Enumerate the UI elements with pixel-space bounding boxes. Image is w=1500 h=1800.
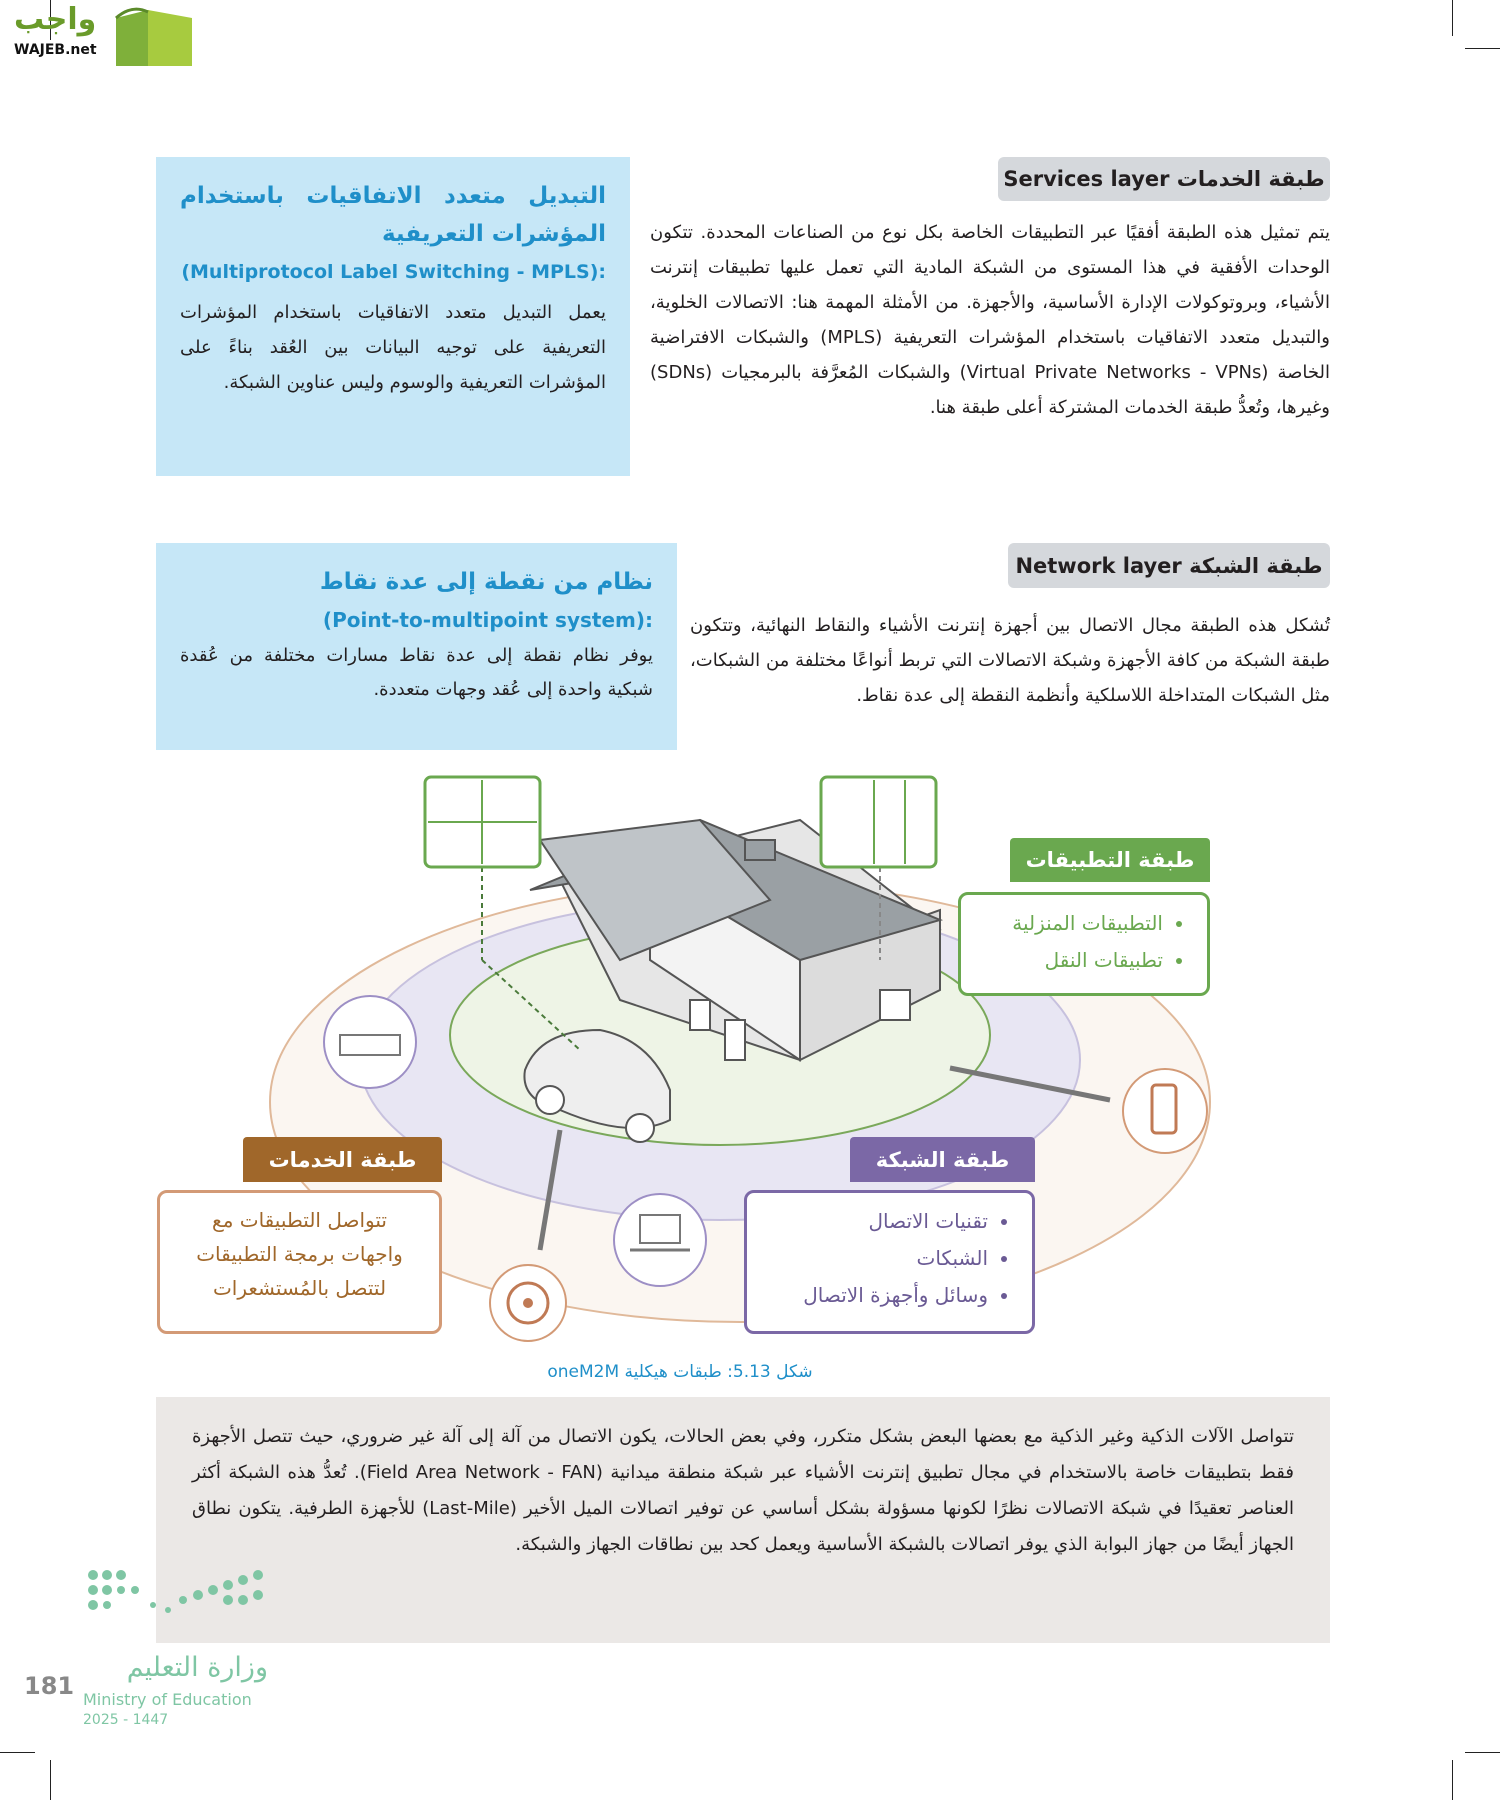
fan-paragraph-box: [156, 1397, 1330, 1643]
list-item: • التطبيقات المنزلية: [983, 905, 1163, 942]
home-device-panel: [821, 777, 936, 867]
list-item: • وسائل وأجهزة الاتصال: [769, 1277, 988, 1314]
list-item: • تطبيقات النقل: [983, 942, 1163, 979]
services-layer-header: طبقة الخدمات Services layer: [998, 157, 1330, 201]
fan-paragraph: تتواصل الآلات الذكية وغير الذكية مع بعضها البعض بشكل متكرر، وفي بعض الحالات، يكون الاتصال من آلة إلى آلة غير ضروري، حيث تتصل الأجهزة فقط بتطبيقات خاصة بالاستخدام في مجال تطبيق إنترنت الأشياء عبر شبكة منطقة ميدانية (Field Area Network - FAN). تُعدُّ هذه الشبكة أكثر العناصر تعقيدًا في شبكة الاتصالات نظرًا لكونها مسؤولة بشكل أساسي عن توفير اتصالات الميل الأخير (Last-Mile) للأجهزة الطرفية. يتكون نطاق الجهاز أيضًا من جهاز البوابة الذي يوفر اتصالات بالشبكة الأساسية ويعمل كحد بين نطاقات الجهاز والشبكة.: [192, 1426, 1294, 1555]
ministry-english: Ministry of Education: [83, 1690, 252, 1709]
services-layer-label: طبقة الخدمات: [243, 1137, 442, 1182]
antenna-icon: [490, 1265, 566, 1341]
p2mp-title: نظام من نقطة إلى عدة نقاط: [319, 569, 653, 595]
figure-caption: شكل 5.13: طبقات هيكلية oneM2M: [547, 1362, 813, 1382]
router-icon: [324, 996, 416, 1088]
year-label: 2025 - 1447: [83, 1712, 169, 1728]
mpls-body: يعمل التبديل متعدد الاتفاقيات باستخدام المؤشرات التعريفية على توجيه البيانات بين العُقد بناءً على المؤشرات التعريفية والوسوم وليس عناوين الشبكة.: [180, 302, 606, 393]
services-layer-box: [157, 1190, 442, 1334]
mpls-subtitle: (Multiprotocol Label Switching - MPLS):: [181, 261, 606, 283]
p2mp-subtitle: (Point-to-multipoint system):: [322, 608, 653, 632]
application-layer-label: طبقة التطبيقات: [1010, 838, 1210, 882]
list-item: • تقنيات الاتصال: [769, 1203, 988, 1240]
list-item: • الشبكات: [769, 1240, 988, 1277]
application-layer-box: [958, 892, 1210, 996]
network-layer-box: [744, 1190, 1035, 1334]
ministry-logo: [83, 1560, 273, 1730]
phone-icon: [1123, 1069, 1207, 1153]
services-paragraph: يتم تمثيل هذه الطبقة أفقيًا عبر التطبيقات الخاصة بكل نوع من الصناعات المحددة. تتكون الوحدات الأفقية في هذا المستوى من الشبكة المادية التي تعمل عليها تطبيقات إنترنت الأشياء، وبروتوكولات الإدارة الأساسية، والأجهزة. من الأمثلة المهمة هنا: الاتصالات الخلوية، والتبديل متعدد الاتفاقيات باستخدام المؤشرات التعريفية (MPLS) والشبكات الافتراضية الخاصة (Virtual Private Networks - VPNs) والشبكات المُعرَّفة بالبرمجيات (SDNs) وغيرها، وتُعدُّ طبقة الخدمات المشتركة أعلى طبقة هنا.: [650, 222, 1331, 418]
ministry-arabic: وزارة التعليم: [126, 1652, 268, 1683]
vehicle-device-panel: [425, 777, 540, 867]
ministry-dots-icon: [83, 1560, 273, 1630]
logo-latin: WAJEB.net: [14, 42, 97, 58]
network-layer-header: طبقة الشبكة Network layer: [1008, 543, 1330, 588]
laptop-icon: [614, 1194, 706, 1286]
p2mp-body: يوفر نظام نقطة إلى عدة نقاط مسارات مختلفة من عُقدة شبكية واحدة إلى عُقد وجهات متعددة.: [180, 645, 653, 700]
network-layer-label: طبقة الشبكة: [850, 1137, 1035, 1182]
services-layer-text: تتواصل التطبيقات مع واجهات برمجة التطبيقات لتتصل بالمُستشعرات: [196, 1208, 403, 1300]
page-number: 181: [24, 1672, 75, 1700]
network-paragraph: تُشكل هذه الطبقة مجال الاتصال بين أجهزة إنترنت الأشياء والنقاط النهائية، وتتكون طبقة الشبكة من كافة الأجهزة وشبكة الاتصالات التي تربط أنواعًا مختلفة من الشبكات، مثل الشبكات المتداخلة اللاسلكية وأنظمة النقطة إلى عدة نقاط.: [690, 615, 1330, 706]
logo-arabic: واجب: [14, 2, 97, 37]
mpls-title: التبديل متعدد الاتفاقيات باستخدام المؤشرات التعريفية: [180, 183, 606, 247]
